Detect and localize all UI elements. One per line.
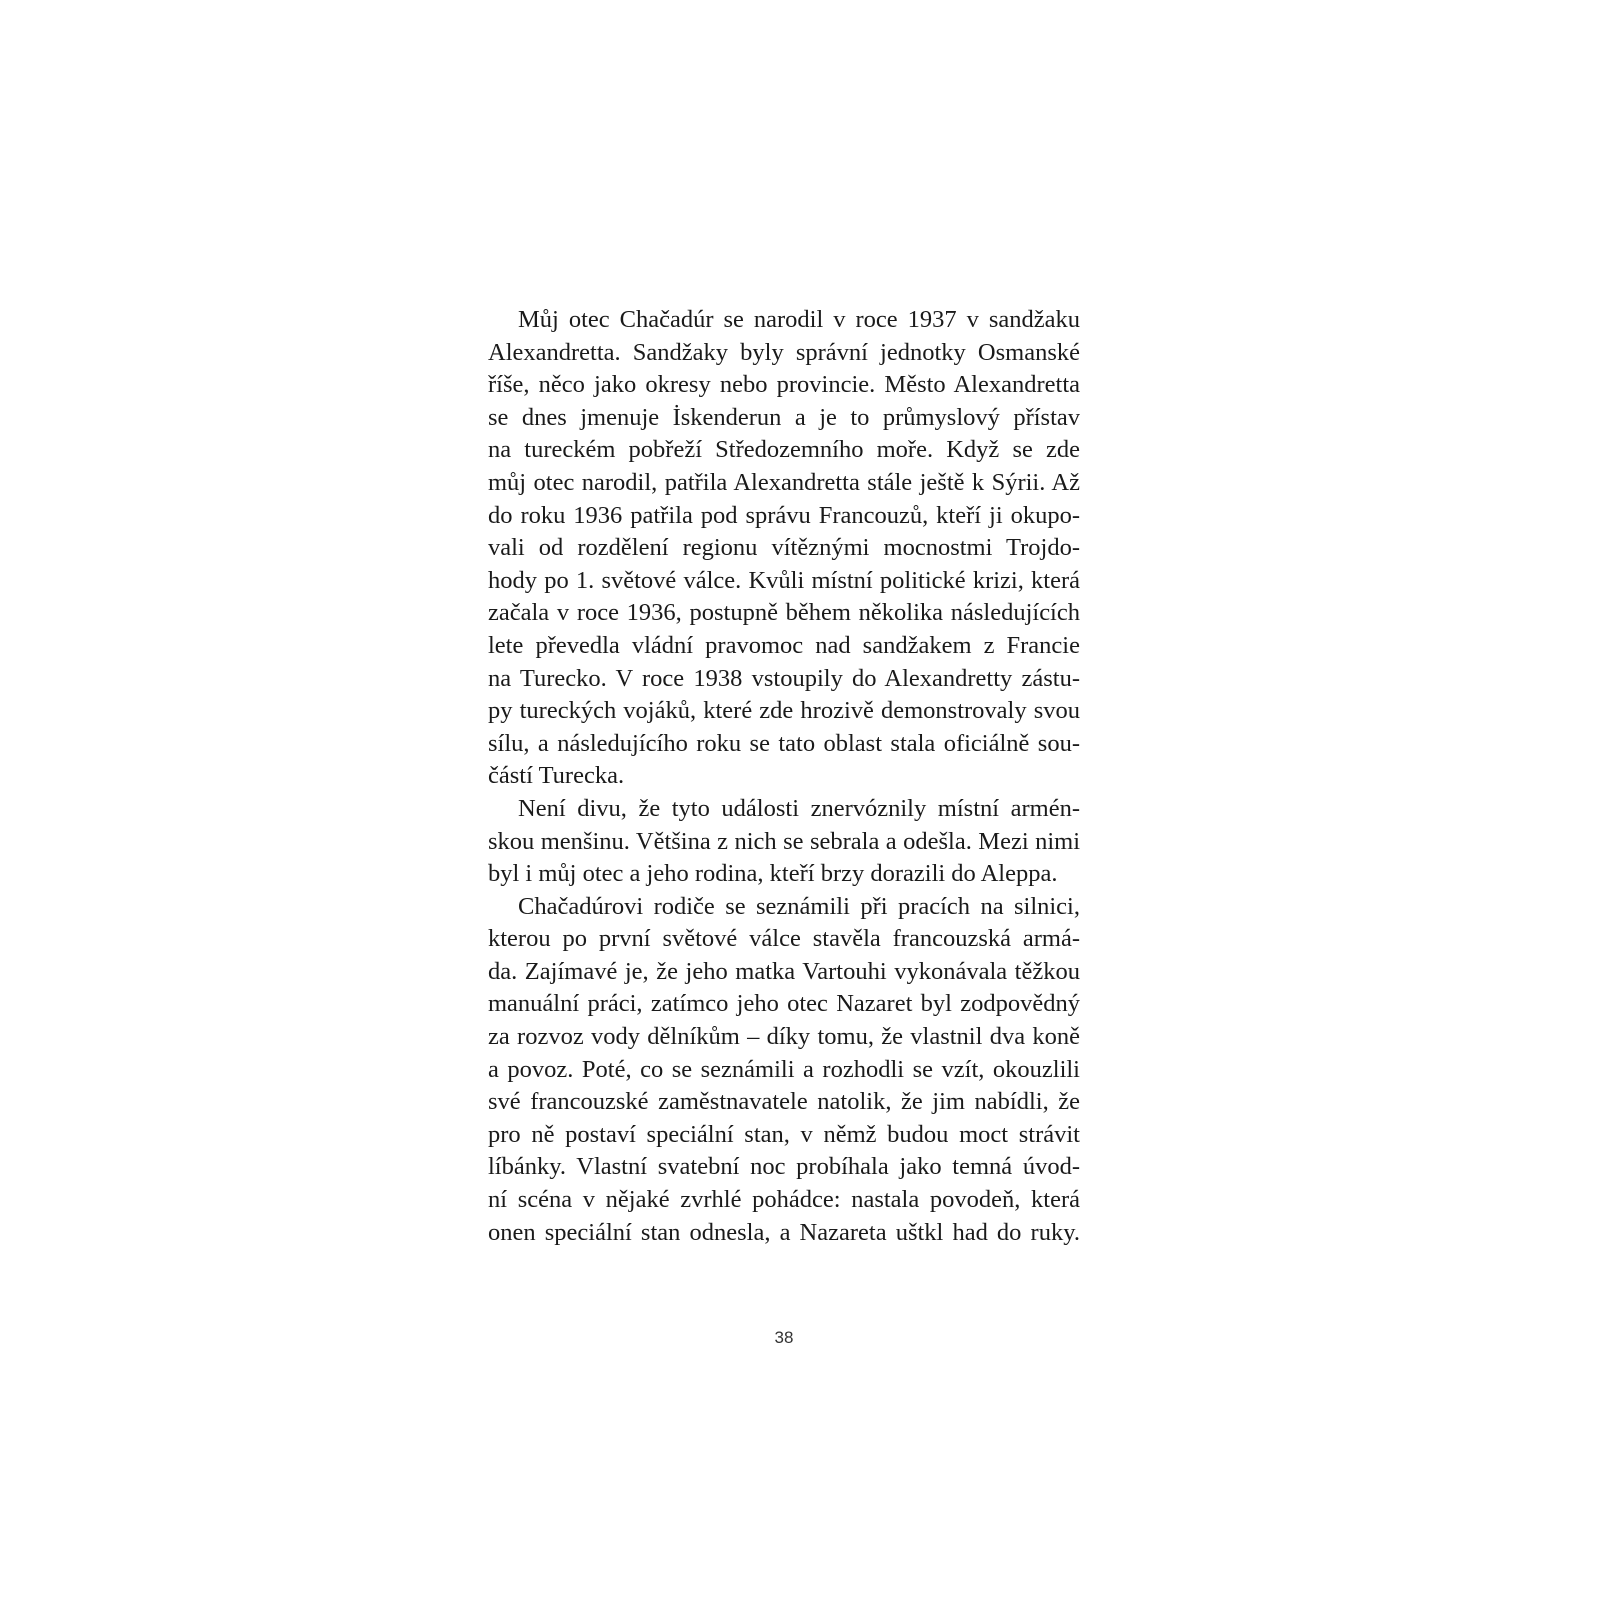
text-line: da. Zajímavé je, že jeho matka Vartouhi vykonávala těžkou: [488, 957, 1080, 985]
text-line: se dnes jmenuje İskenderun a je to průmyslový přístav: [488, 403, 1080, 431]
text-line: ní scéna v nějaké zvrhlé pohádce: nastala povodeň, která: [488, 1186, 1080, 1214]
text-line: na tureckém pobřeží Středozemního moře. Když se zde: [488, 436, 1080, 464]
text-line: sílu, a následujícího roku se tato oblast stala oficiálně sou-: [488, 729, 1080, 757]
text-line: vali od rozdělení regionu vítěznými mocnostmi Trojdo-: [488, 534, 1080, 562]
page-number: 38: [774, 1328, 794, 1347]
text-line: manuální práci, zatímco jeho otec Nazaret byl zodpovědný: [488, 990, 1080, 1018]
text-line: kterou po první světové válce stavěla francouzská armá-: [488, 925, 1080, 953]
text-line: Alexandretta. Sandžaky byly správní jednotky Osmanské: [488, 338, 1080, 366]
text-line: hody po 1. světové válce. Kvůli místní politické krizi, která: [488, 566, 1080, 594]
text-line: své francouzské zaměstnavatele natolik, že jim nabídli, že: [488, 1088, 1080, 1116]
text-line: a povoz. Poté, co se seznámili a rozhodli se vzít, okouzlili: [488, 1055, 1080, 1083]
text-line: za rozvoz vody dělníkům – díky tomu, že vlastnil dva koně: [488, 1023, 1080, 1051]
text-line: byl i můj otec a jeho rodina, kteří brzy dorazili do Aleppa.: [488, 860, 1058, 888]
text-line: Můj otec Chačadúr se narodil v roce 1937 v sandžaku: [518, 306, 1080, 333]
text-line: pro ně postaví speciální stan, v němž budou moct strávit: [488, 1120, 1080, 1148]
text-line: Chačadúrovi rodiče se seznámili při pracích na silnici,: [518, 892, 1080, 920]
text-line: líbánky. Vlastní svatební noc probíhala jako temná úvod-: [488, 1153, 1080, 1181]
text-line: Není divu, že tyto události znervóznily místní armén-: [518, 794, 1080, 822]
text-line: skou menšinu. Většina z nich se sebrala a odešla. Mezi nimi: [488, 827, 1080, 855]
paragraph-2: [488, 793, 1080, 891]
text-line: py tureckých vojáků, které zde hrozivě demonstrovaly svou: [488, 697, 1080, 725]
body-text: [488, 304, 1080, 1249]
text-line: říše, něco jako okresy nebo provincie. Město Alexandretta: [488, 371, 1080, 399]
text-line: částí Turecka.: [488, 762, 625, 790]
text-line: lete převedla vládní pravomoc nad sandžakem z Francie: [488, 631, 1080, 659]
text-line: můj otec narodil, patřila Alexandretta stále ještě k Sýrii. Až: [488, 468, 1080, 496]
text-line: začala v roce 1936, postupně během několika následujících: [488, 599, 1080, 627]
text-line: na Turecko. V roce 1938 vstoupily do Alexandretty zástu-: [488, 664, 1080, 692]
paragraph-3: [488, 891, 1080, 1250]
paragraph-1: [488, 304, 1080, 793]
text-line: do roku 1936 patřila pod správu Francouzů, kteří ji okupo-: [488, 501, 1080, 529]
text-line: onen speciální stan odnesla, a Nazareta uštkl had do ruky.: [488, 1218, 1080, 1246]
